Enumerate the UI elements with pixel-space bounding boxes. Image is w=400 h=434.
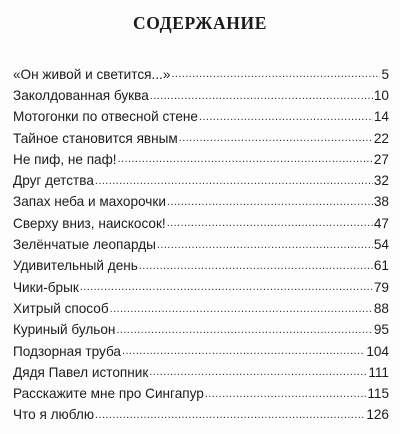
toc-entry-page: 14 (373, 109, 389, 125)
toc-entry (13, 358, 389, 379)
toc-entry-title: Куриный бульон (13, 322, 116, 338)
toc-entry-title: Друг детства (13, 173, 94, 189)
dot-leader (110, 304, 373, 315)
toc-entry-title: Хитрый способ (13, 300, 109, 316)
toc-entry (13, 209, 389, 230)
toc-entry-title: Чики-брык (13, 279, 79, 295)
toc-entry-page: 95 (373, 322, 389, 338)
toc-entry (13, 166, 389, 187)
toc-entry-title: Запах неба и махорочки (13, 194, 166, 210)
page-title: СОДЕРЖАНИЕ (132, 13, 267, 33)
dot-leader (167, 218, 373, 229)
dot-leader (167, 197, 373, 208)
toc-entry (13, 337, 389, 358)
toc-entry-page: 111 (368, 364, 389, 380)
toc-entry (13, 401, 389, 422)
dot-leader (116, 325, 372, 336)
toc-entry (13, 316, 389, 337)
toc-entry-page: 22 (373, 130, 389, 146)
toc-entry-title: «Он живой и светится...» (13, 66, 171, 82)
dot-leader (118, 154, 373, 165)
toc-entry (13, 188, 389, 209)
dot-leader (122, 346, 365, 357)
toc-entry-title: Зелёнчатые леопарды (13, 237, 156, 253)
dot-leader (205, 389, 367, 400)
toc-entry-page: 32 (373, 173, 389, 189)
toc-entry-page: 79 (373, 279, 389, 295)
toc-entry-title: Тайное становится явным (13, 130, 178, 146)
dot-leader (171, 69, 380, 80)
dot-leader (95, 176, 373, 187)
toc-entry (13, 60, 389, 81)
toc-entry-page: 61 (373, 258, 389, 274)
dot-leader (80, 282, 373, 293)
dot-leader (150, 91, 373, 102)
dot-leader (139, 261, 373, 272)
toc-entry (13, 379, 389, 400)
toc-entry (13, 230, 389, 251)
toc-entry (13, 103, 389, 124)
toc-entry-title: Удивительный день (13, 258, 138, 274)
toc-entry (13, 273, 389, 294)
dot-leader (199, 112, 373, 123)
toc-entry (13, 145, 389, 166)
toc-entry-title: Сверху вниз, наискосок! (13, 215, 166, 231)
toc-entry-page: 38 (373, 194, 389, 210)
toc-entry-title: Расскажите мне про Сингапур (13, 386, 204, 402)
toc-entry-page: 104 (366, 343, 389, 359)
table-of-contents (13, 60, 389, 422)
toc-entry (13, 252, 389, 273)
toc-entry (13, 81, 389, 102)
toc-entry-page: 5 (381, 66, 389, 82)
toc-entry-title: Мотогонки по отвесной стене (13, 109, 198, 125)
toc-entry-page: 27 (373, 151, 389, 167)
toc-entry-title: Заколдованная буква (13, 88, 149, 103)
toc-entry-title: Дядя Павел истопник (13, 364, 149, 380)
dot-leader (149, 367, 367, 378)
toc-entry-page: 10 (373, 88, 389, 103)
toc-entry-title: Что я люблю (13, 407, 95, 423)
dot-leader (157, 240, 373, 251)
toc-entry-page: 54 (373, 237, 389, 253)
toc-entry (13, 294, 389, 315)
toc-entry-page: 88 (373, 300, 389, 316)
toc-entry-page: 126 (366, 407, 389, 423)
toc-entry-page: 47 (373, 215, 389, 231)
toc-entry-page: 115 (367, 386, 389, 402)
toc-entry-title: Не пиф, не паф! (13, 151, 117, 167)
dot-leader (95, 410, 365, 421)
toc-entry-title: Подзорная труба (13, 343, 121, 359)
toc-entry (13, 124, 389, 145)
dot-leader (179, 133, 373, 144)
